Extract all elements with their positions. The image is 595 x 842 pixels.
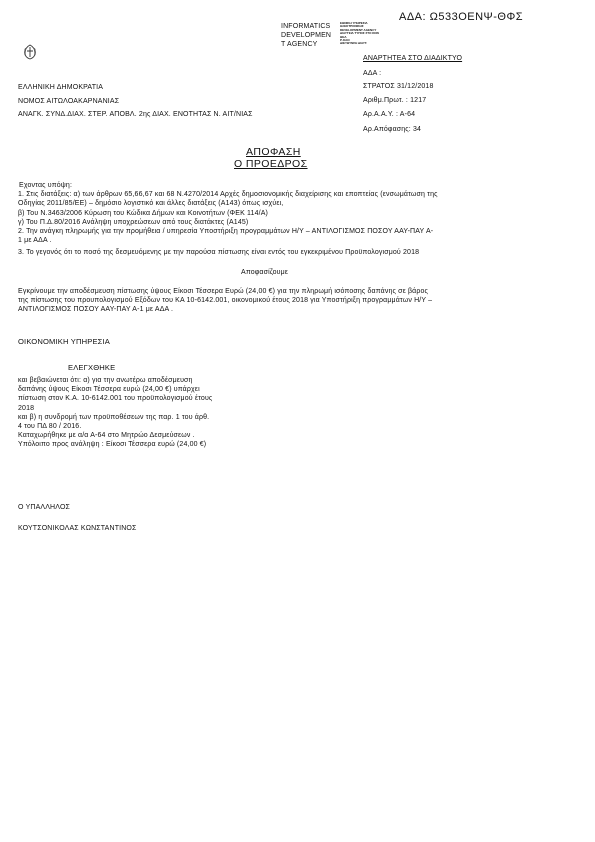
considering-line: β) Του Ν.3463/2006 Κύρωση του Κώδικα Δήμων και Κοινοτήτων (ΦΕΚ 114/Α): [18, 209, 269, 217]
logo-small-line: DEVELOPMENT AGENCY: [340, 27, 377, 32]
logo-small-line: Ρ-ΚΑΝ: [340, 38, 350, 43]
signature-role: Ο ΥΠΑΛΛΗΛΟΣ: [18, 504, 71, 511]
decision-line: της πίστωσης του προυπολογισμού Εξόδων του ΚΑ 10-6142.001, οικονομικού έτους 2018 για Υποστήριξη προγραμμάτων Η/Υ –: [18, 297, 433, 305]
ada-code-top: ΑΔΑ: Ω533ΟΕΝΨ-ΘΦΣ: [399, 11, 524, 23]
agency-logo-text: [281, 22, 331, 49]
considering-line: 2. Την ανάγκη πληρωμής για την προμήθεια / υπηρεσία Υποστήριξη προγραμμάτων Η/Υ – ΑΝΤΙΛΟΓΙΣΜΟΣ ΠΟΣΟΥ ΑΑΥ-ΠΑΥ Α-: [18, 227, 434, 235]
president-title: Ο ΠΡΟΕΔΡΟΣ: [234, 158, 308, 170]
decision-line: ΑΝΤΙΛΟΓΙΣΜΟΣ ΠΟΣΟΥ ΑΑΥ-ΠΑΥ Α-1 με ΑΔΑ .: [18, 306, 174, 314]
decision-line: Εγκρίνουμε την αποδέσμευση πίστωσης ύψους Είκοσι Τέσσερα Ευρώ (24,00 €) για την πληρωμή ισόποσης δαπάνης σε βάρος: [18, 288, 429, 295]
checked-label: ΕΛΕΓΧΘΗΚΕ: [68, 363, 116, 372]
agency-line: DEVELOPMEN: [281, 32, 332, 39]
logo-small-line: ΕΘΝΙΚΗ ΥΠΗΡΕΣΙΑ: [340, 21, 368, 25]
considering-line: Εχοντας υπόψη:: [19, 182, 73, 189]
agency-line: T AGENCY: [281, 41, 318, 48]
logo-small-line: ΘΕΑ: [340, 34, 347, 39]
considering-block: [18, 181, 438, 258]
finance-line: Υπόλοιπο προς ανάληψη : Είκοσι Τέσσερα ευρώ (24,00 €): [18, 441, 207, 449]
finance-block: [18, 376, 212, 450]
publish-label: ΑΝΑΡΤΗΤΕΑ ΣΤΟ ΔΙΑΔΙΚΤΥΟ: [363, 55, 463, 62]
greek-emblem-icon: [23, 44, 37, 60]
signature-name: ΚΟΥΤΣΟΝΙΚΟΛΑΣ ΚΩΝΣΤΑΝΤΙΝΟΣ: [18, 525, 137, 532]
issuer-association: ΑΝΑΓΚ. ΣΥΝΔ.ΔΙΑΧ. ΣΤΕΡ. ΑΠΟΒΛ. 2ης ΔΙΑΧ. ΕΝΟΤΗΤΑΣ Ν. ΑΙΤ/ΝΙΑΣ: [18, 111, 253, 118]
considering-line: 3. Το γεγονός ότι το ποσό της δεσμευόμενης με την παρούσα πίστωσης είναι εντός του εγκεκριμένου Προϋπολογισμού 2018: [18, 249, 420, 257]
considering-line: 1. Στις διατάξεις: α) των άρθρων 65,66,67 και 68 Ν.4270/2014 Αρχές δημοσιονομικής διαχείρισης και εποπτείας (ενσωμάτωση της: [18, 191, 438, 199]
protocol-number: Αριθμ.Πρωτ. : 1217: [363, 97, 427, 104]
finance-line: 2018: [18, 404, 35, 412]
finance-line: Καταχωρήθηκε με α/α Α-64 στο Μητρώο Δεσμεύσεων .: [18, 432, 195, 440]
agency-line: INFORMATICS: [281, 23, 331, 30]
finance-line: πίστωση στον Κ.Α. 10-6142.001 του προϋπολογισμού έτους: [18, 395, 213, 403]
considering-line: Οδηγίας 2011/85/ΕΕ) – δημόσιο λογιστικό και άλλες διατάξεις (Α143) όπως ισχύει,: [18, 200, 284, 208]
considering-line: γ) Του Π.Δ.80/2016 Ανάληψη υποχρεώσεων από τους διατάκτες (Α145): [18, 218, 249, 226]
finance-service-label: ΟΙΚΟΝΟΜΙΚΗ ΥΠΗΡΕΣΙΑ: [18, 337, 110, 346]
finance-line: και β) η συνδρομή των προϋποθέσεων της παρ. 1 του άρθ.: [18, 413, 210, 421]
finance-line: 4 του ΠΔ 80 / 2016.: [18, 422, 82, 430]
finance-line: και βεβαιώνεται ότι: α) για την ανωτέρω αποδέσμευση: [18, 377, 193, 384]
logo-small-line: ΔΙΑΥΓΕΙΑ ΤΥΠΟΣ ΣΤΟ ΚΝΝ: [340, 31, 379, 36]
decision-number: Αρ.Απόφασης: 34: [363, 126, 422, 133]
logo-small-line: ΔΙΕΥΘΥΝΣΗ ΔΙΑΥΓ.: [340, 41, 368, 46]
decision-block: [18, 287, 432, 315]
agency-logo-small-text: [340, 22, 379, 46]
finance-line: δαπάνης ύψους Είκοσι Τέσσερα ευρώ (24,00 €) υπάρχει: [18, 386, 200, 394]
issuer-republic: ΕΛΛΗΝΙΚΗ ΔΗΜΟΚΡΑΤΙΑ: [18, 84, 104, 91]
decision-title: ΑΠΟΦΑΣΗ: [246, 146, 301, 158]
decide-label: Αποφασίζουμε: [241, 269, 289, 276]
ada-label: ΑΔΑ :: [363, 70, 382, 77]
aay-number: Αρ.Α.Α.Υ. : Α-64: [363, 111, 416, 118]
logo-small-line: ΗΛΕΚΤΡΟΝΙΚΗΣ: [340, 24, 364, 29]
considering-line: 1 με ΑΔΑ .: [18, 237, 52, 245]
place-date: ΣΤΡΑΤΟΣ 31/12/2018: [363, 83, 434, 90]
issuer-prefecture: ΝΟΜΟΣ ΑΙΤΩΛΟΑΚΑΡΝΑΝΙΑΣ: [18, 98, 120, 105]
